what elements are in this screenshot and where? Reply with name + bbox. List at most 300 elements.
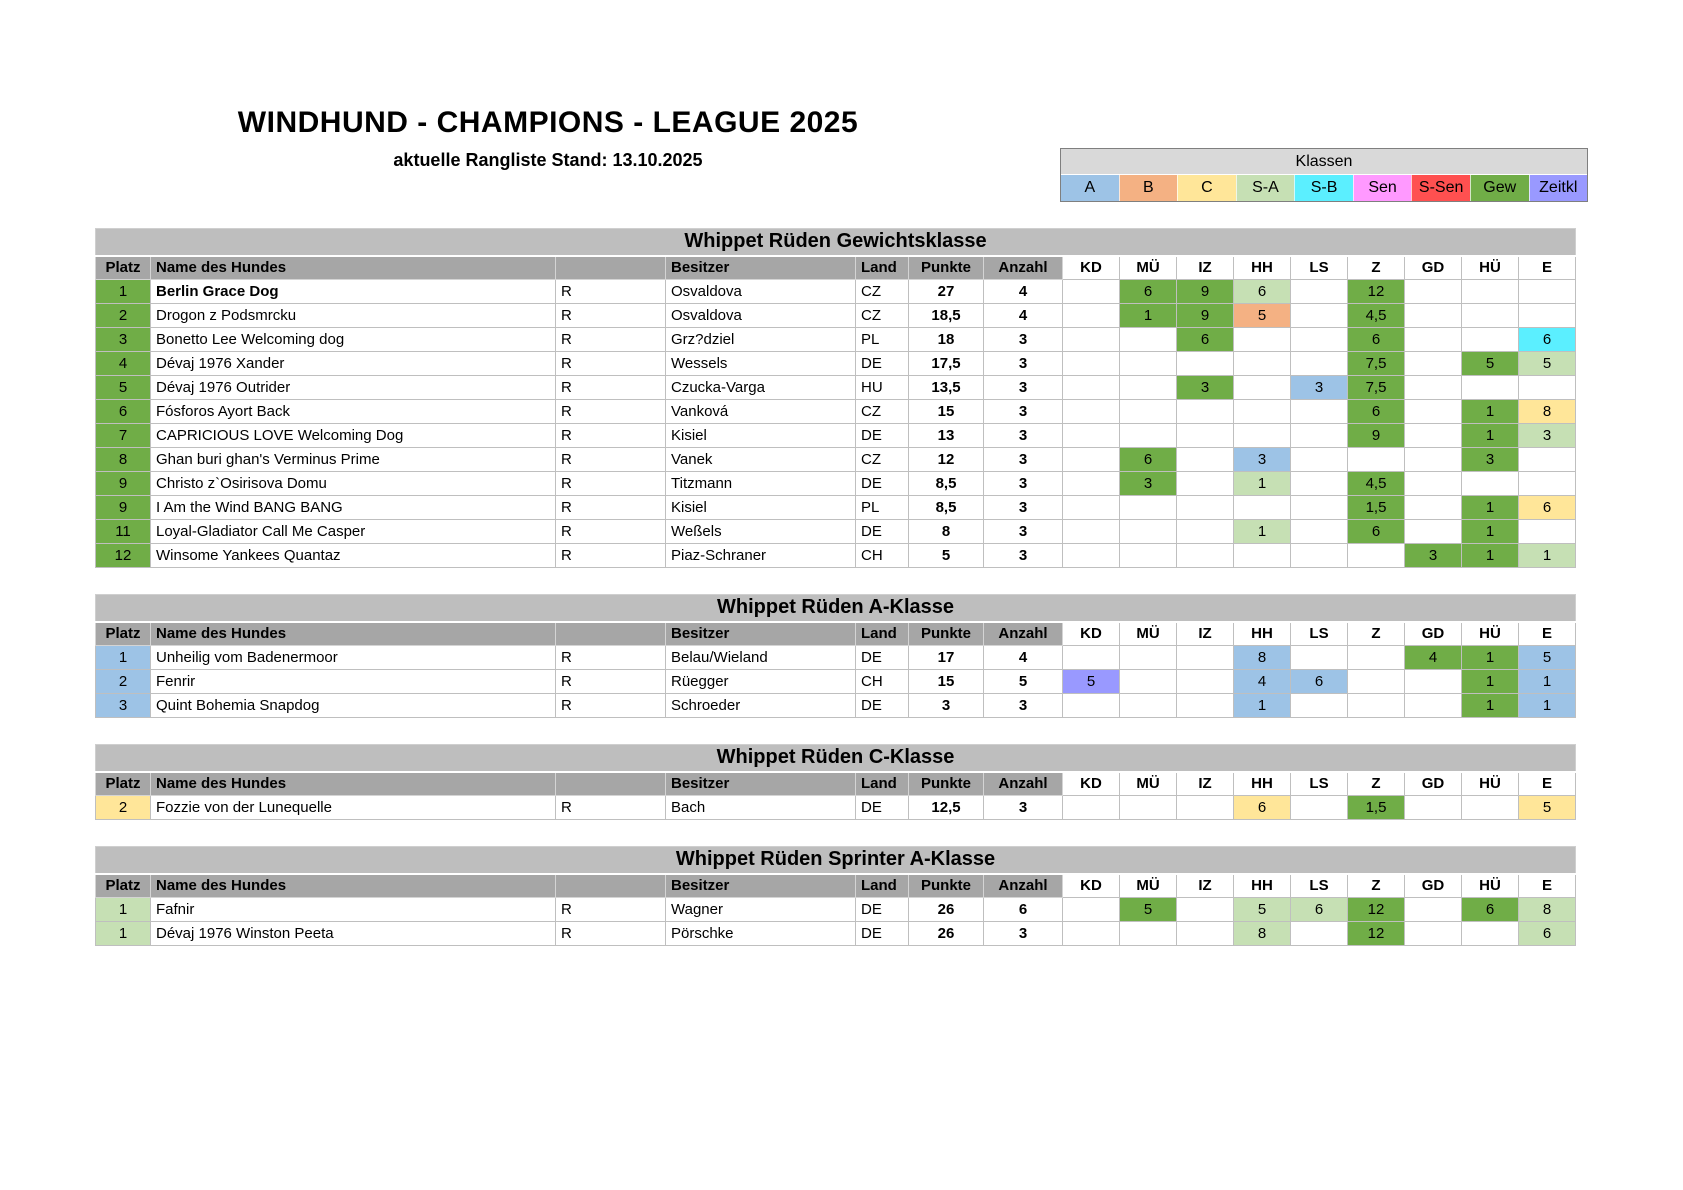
cell-hu: 1 [1462, 520, 1519, 544]
cell-mu [1120, 520, 1177, 544]
cell-ls [1291, 544, 1348, 568]
cell-hh [1234, 328, 1291, 352]
cell-mu [1120, 400, 1177, 424]
column-header-sex [556, 874, 666, 898]
cell-platz: 1 [96, 898, 151, 922]
cell-hh: 3 [1234, 448, 1291, 472]
column-header-z: Z [1348, 256, 1405, 280]
column-header-kd: KD [1063, 622, 1120, 646]
column-header-land: Land [856, 256, 909, 280]
column-header-anzahl: Anzahl [984, 622, 1063, 646]
column-header-ls: LS [1291, 622, 1348, 646]
cell-hu [1462, 328, 1519, 352]
cell-e [1519, 472, 1576, 496]
cell-sex: R [556, 544, 666, 568]
cell-land: HU [856, 376, 909, 400]
cell-anzahl: 3 [984, 694, 1063, 718]
cell-platz: 12 [96, 544, 151, 568]
table-header-row [96, 256, 1576, 280]
cell-gd [1405, 898, 1462, 922]
column-header-platz: Platz [96, 622, 151, 646]
column-header-gd: GD [1405, 874, 1462, 898]
cell-gd [1405, 400, 1462, 424]
cell-sex: R [556, 328, 666, 352]
cell-punkte: 8,5 [909, 472, 984, 496]
table-header-row [96, 622, 1576, 646]
cell-sex: R [556, 352, 666, 376]
cell-z [1348, 670, 1405, 694]
cell-gd [1405, 694, 1462, 718]
legend-class-s-a: S-A [1236, 175, 1295, 201]
column-header-hu: HÜ [1462, 256, 1519, 280]
table-header-row [96, 874, 1576, 898]
cell-besitzer: Wagner [666, 898, 856, 922]
cell-z [1348, 646, 1405, 670]
column-header-z: Z [1348, 772, 1405, 796]
cell-hh: 6 [1234, 796, 1291, 820]
cell-platz: 11 [96, 520, 151, 544]
cell-kd [1063, 922, 1120, 946]
cell-name: Fósforos Ayort Back [151, 400, 556, 424]
cell-sex: R [556, 496, 666, 520]
cell-mu [1120, 352, 1177, 376]
cell-ls [1291, 328, 1348, 352]
cell-hh [1234, 400, 1291, 424]
table-row [96, 280, 1576, 304]
cell-platz: 7 [96, 424, 151, 448]
table-title-row [96, 847, 1576, 874]
cell-besitzer: Vanek [666, 448, 856, 472]
cell-kd [1063, 352, 1120, 376]
cell-land: DE [856, 898, 909, 922]
column-header-name: Name des Hundes [151, 874, 556, 898]
cell-ls: 6 [1291, 898, 1348, 922]
cell-hh [1234, 352, 1291, 376]
cell-besitzer: Rüegger [666, 670, 856, 694]
column-header-kd: KD [1063, 874, 1120, 898]
cell-kd [1063, 496, 1120, 520]
cell-name: Loyal-Gladiator Call Me Casper [151, 520, 556, 544]
cell-name: CAPRICIOUS LOVE Welcoming Dog [151, 424, 556, 448]
column-header-e: E [1519, 772, 1576, 796]
column-header-ls: LS [1291, 772, 1348, 796]
column-header-sex [556, 622, 666, 646]
klassen-legend [1060, 148, 1588, 202]
column-header-hu: HÜ [1462, 622, 1519, 646]
cell-hu [1462, 304, 1519, 328]
cell-z: 7,5 [1348, 376, 1405, 400]
cell-land: CZ [856, 448, 909, 472]
column-header-mu: MÜ [1120, 622, 1177, 646]
column-header-land: Land [856, 772, 909, 796]
cell-z: 6 [1348, 400, 1405, 424]
cell-iz [1177, 796, 1234, 820]
cell-gd [1405, 472, 1462, 496]
cell-platz: 1 [96, 280, 151, 304]
column-header-sex [556, 772, 666, 796]
cell-e [1519, 280, 1576, 304]
cell-anzahl: 3 [984, 352, 1063, 376]
cell-mu: 3 [1120, 472, 1177, 496]
cell-platz: 2 [96, 304, 151, 328]
table-row [96, 796, 1576, 820]
cell-anzahl: 4 [984, 280, 1063, 304]
column-header-punkte: Punkte [909, 874, 984, 898]
cell-iz [1177, 352, 1234, 376]
cell-hh: 5 [1234, 898, 1291, 922]
cell-iz [1177, 400, 1234, 424]
cell-e: 5 [1519, 796, 1576, 820]
cell-platz: 9 [96, 472, 151, 496]
cell-mu [1120, 694, 1177, 718]
cell-hh [1234, 424, 1291, 448]
cell-kd [1063, 796, 1120, 820]
column-header-gd: GD [1405, 622, 1462, 646]
cell-ls [1291, 694, 1348, 718]
cell-kd: 5 [1063, 670, 1120, 694]
cell-mu: 6 [1120, 280, 1177, 304]
cell-name: Drogon z Podsmrcku [151, 304, 556, 328]
cell-punkte: 12 [909, 448, 984, 472]
cell-platz: 3 [96, 694, 151, 718]
cell-anzahl: 4 [984, 646, 1063, 670]
column-header-hh: HH [1234, 622, 1291, 646]
cell-hu [1462, 796, 1519, 820]
column-header-anzahl: Anzahl [984, 772, 1063, 796]
cell-gd [1405, 280, 1462, 304]
cell-besitzer: Grz?dziel [666, 328, 856, 352]
cell-e [1519, 520, 1576, 544]
tables-container [95, 228, 1576, 972]
cell-z: 12 [1348, 280, 1405, 304]
klassen-legend-cells [1061, 175, 1587, 201]
cell-z: 7,5 [1348, 352, 1405, 376]
table-row [96, 472, 1576, 496]
cell-hu: 1 [1462, 646, 1519, 670]
cell-z: 6 [1348, 520, 1405, 544]
column-header-land: Land [856, 622, 909, 646]
cell-iz [1177, 472, 1234, 496]
table-row [96, 352, 1576, 376]
ranking-date: aktuelle Rangliste Stand: 13.10.2025 [393, 150, 703, 170]
column-header-ls: LS [1291, 874, 1348, 898]
cell-iz [1177, 520, 1234, 544]
cell-besitzer: Osvaldova [666, 280, 856, 304]
cell-ls [1291, 424, 1348, 448]
cell-iz [1177, 448, 1234, 472]
cell-name: Christo z`Osirisova Domu [151, 472, 556, 496]
cell-gd [1405, 448, 1462, 472]
cell-platz: 2 [96, 796, 151, 820]
cell-e: 5 [1519, 646, 1576, 670]
column-header-land: Land [856, 874, 909, 898]
cell-hu: 1 [1462, 424, 1519, 448]
table-row [96, 646, 1576, 670]
column-header-mu: MÜ [1120, 874, 1177, 898]
table-title: Whippet Rüden C-Klasse [96, 745, 1576, 772]
cell-name: Dévaj 1976 Xander [151, 352, 556, 376]
cell-hu [1462, 280, 1519, 304]
cell-hu: 1 [1462, 400, 1519, 424]
cell-anzahl: 4 [984, 304, 1063, 328]
cell-besitzer: Schroeder [666, 694, 856, 718]
cell-z [1348, 448, 1405, 472]
column-header-punkte: Punkte [909, 256, 984, 280]
cell-iz [1177, 898, 1234, 922]
cell-ls [1291, 472, 1348, 496]
cell-platz: 2 [96, 670, 151, 694]
column-header-name: Name des Hundes [151, 772, 556, 796]
cell-name: Dévaj 1976 Winston Peeta [151, 922, 556, 946]
cell-gd [1405, 304, 1462, 328]
column-header-gd: GD [1405, 772, 1462, 796]
cell-gd: 3 [1405, 544, 1462, 568]
legend-class-s-b: S-B [1294, 175, 1353, 201]
table-row [96, 922, 1576, 946]
cell-land: DE [856, 424, 909, 448]
cell-sex: R [556, 694, 666, 718]
table-row [96, 544, 1576, 568]
column-header-punkte: Punkte [909, 622, 984, 646]
table-row [96, 448, 1576, 472]
column-header-platz: Platz [96, 874, 151, 898]
cell-sex: R [556, 424, 666, 448]
cell-kd [1063, 328, 1120, 352]
cell-punkte: 17,5 [909, 352, 984, 376]
column-header-iz: IZ [1177, 622, 1234, 646]
cell-punkte: 13,5 [909, 376, 984, 400]
cell-anzahl: 3 [984, 328, 1063, 352]
cell-punkte: 18 [909, 328, 984, 352]
cell-gd [1405, 670, 1462, 694]
cell-mu: 5 [1120, 898, 1177, 922]
cell-e [1519, 448, 1576, 472]
cell-hu: 5 [1462, 352, 1519, 376]
cell-gd [1405, 922, 1462, 946]
cell-kd [1063, 898, 1120, 922]
column-header-anzahl: Anzahl [984, 874, 1063, 898]
cell-punkte: 17 [909, 646, 984, 670]
cell-land: CZ [856, 400, 909, 424]
column-header-mu: MÜ [1120, 256, 1177, 280]
table-title: Whippet Rüden Gewichtsklasse [96, 229, 1576, 256]
table-row [96, 376, 1576, 400]
cell-name: Fafnir [151, 898, 556, 922]
cell-sex: R [556, 670, 666, 694]
cell-punkte: 15 [909, 400, 984, 424]
legend-class-c: C [1177, 175, 1236, 201]
cell-hh [1234, 544, 1291, 568]
cell-punkte: 8,5 [909, 496, 984, 520]
cell-besitzer: Belau/Wieland [666, 646, 856, 670]
cell-e: 1 [1519, 544, 1576, 568]
cell-iz: 3 [1177, 376, 1234, 400]
column-header-besitzer: Besitzer [666, 772, 856, 796]
cell-mu [1120, 496, 1177, 520]
cell-hu [1462, 922, 1519, 946]
cell-platz: 3 [96, 328, 151, 352]
column-header-anzahl: Anzahl [984, 256, 1063, 280]
cell-hh: 1 [1234, 694, 1291, 718]
cell-anzahl: 3 [984, 496, 1063, 520]
cell-hh: 4 [1234, 670, 1291, 694]
cell-name: Unheilig vom Badenermoor [151, 646, 556, 670]
column-header-hu: HÜ [1462, 772, 1519, 796]
cell-ls [1291, 400, 1348, 424]
cell-punkte: 3 [909, 694, 984, 718]
cell-besitzer: Weßels [666, 520, 856, 544]
table-title: Whippet Rüden Sprinter A-Klasse [96, 847, 1576, 874]
column-header-platz: Platz [96, 772, 151, 796]
cell-mu [1120, 670, 1177, 694]
cell-ls [1291, 496, 1348, 520]
column-header-iz: IZ [1177, 772, 1234, 796]
cell-sex: R [556, 796, 666, 820]
cell-z: 4,5 [1348, 304, 1405, 328]
cell-ls [1291, 922, 1348, 946]
cell-ls: 6 [1291, 670, 1348, 694]
cell-hu: 1 [1462, 496, 1519, 520]
column-header-name: Name des Hundes [151, 256, 556, 280]
cell-sex: R [556, 922, 666, 946]
cell-kd [1063, 694, 1120, 718]
cell-land: DE [856, 694, 909, 718]
cell-z: 12 [1348, 922, 1405, 946]
cell-land: CZ [856, 304, 909, 328]
cell-e: 6 [1519, 496, 1576, 520]
cell-sex: R [556, 304, 666, 328]
cell-punkte: 26 [909, 898, 984, 922]
cell-iz [1177, 424, 1234, 448]
cell-ls [1291, 280, 1348, 304]
cell-land: DE [856, 520, 909, 544]
cell-ls: 3 [1291, 376, 1348, 400]
cell-hh: 1 [1234, 472, 1291, 496]
cell-besitzer: Osvaldova [666, 304, 856, 328]
cell-platz: 9 [96, 496, 151, 520]
cell-gd [1405, 496, 1462, 520]
cell-platz: 6 [96, 400, 151, 424]
cell-z: 4,5 [1348, 472, 1405, 496]
cell-land: DE [856, 352, 909, 376]
cell-ls [1291, 352, 1348, 376]
cell-z: 6 [1348, 328, 1405, 352]
cell-hh [1234, 496, 1291, 520]
cell-kd [1063, 280, 1120, 304]
cell-name: Fozzie von der Lunequelle [151, 796, 556, 820]
cell-anzahl: 3 [984, 424, 1063, 448]
cell-kd [1063, 304, 1120, 328]
cell-besitzer: Kisiel [666, 424, 856, 448]
cell-gd: 4 [1405, 646, 1462, 670]
cell-z [1348, 694, 1405, 718]
cell-anzahl: 3 [984, 544, 1063, 568]
cell-punkte: 5 [909, 544, 984, 568]
cell-e [1519, 304, 1576, 328]
cell-land: CH [856, 670, 909, 694]
column-header-name: Name des Hundes [151, 622, 556, 646]
legend-class-b: B [1119, 175, 1178, 201]
cell-name: Berlin Grace Dog [151, 280, 556, 304]
cell-name: I Am the Wind BANG BANG [151, 496, 556, 520]
cell-gd [1405, 520, 1462, 544]
cell-name: Quint Bohemia Snapdog [151, 694, 556, 718]
cell-hu [1462, 376, 1519, 400]
cell-platz: 1 [96, 922, 151, 946]
cell-anzahl: 5 [984, 670, 1063, 694]
cell-mu [1120, 922, 1177, 946]
page-title: WINDHUND - CHAMPIONS - LEAGUE 2025 [237, 106, 859, 139]
cell-gd [1405, 376, 1462, 400]
cell-land: DE [856, 472, 909, 496]
cell-mu: 6 [1120, 448, 1177, 472]
cell-besitzer: Kisiel [666, 496, 856, 520]
legend-class-gew: Gew [1470, 175, 1529, 201]
cell-hh: 1 [1234, 520, 1291, 544]
cell-land: CH [856, 544, 909, 568]
column-header-z: Z [1348, 874, 1405, 898]
cell-iz: 9 [1177, 304, 1234, 328]
cell-iz [1177, 694, 1234, 718]
table-title-row [96, 229, 1576, 256]
table-header-row [96, 772, 1576, 796]
cell-hu: 3 [1462, 448, 1519, 472]
cell-gd [1405, 328, 1462, 352]
column-header-e: E [1519, 874, 1576, 898]
column-header-hh: HH [1234, 256, 1291, 280]
cell-besitzer: Titzmann [666, 472, 856, 496]
title-block [228, 106, 868, 171]
cell-land: DE [856, 646, 909, 670]
table-row [96, 328, 1576, 352]
cell-land: PL [856, 328, 909, 352]
cell-e: 1 [1519, 670, 1576, 694]
cell-kd [1063, 448, 1120, 472]
table-title-row [96, 745, 1576, 772]
cell-besitzer: Wessels [666, 352, 856, 376]
column-header-hu: HÜ [1462, 874, 1519, 898]
cell-kd [1063, 376, 1120, 400]
cell-e: 5 [1519, 352, 1576, 376]
cell-z: 9 [1348, 424, 1405, 448]
cell-sex: R [556, 472, 666, 496]
table-row [96, 670, 1576, 694]
cell-sex: R [556, 898, 666, 922]
cell-kd [1063, 646, 1120, 670]
cell-ls [1291, 646, 1348, 670]
column-header-besitzer: Besitzer [666, 874, 856, 898]
column-header-e: E [1519, 622, 1576, 646]
cell-iz [1177, 646, 1234, 670]
cell-anzahl: 3 [984, 520, 1063, 544]
cell-platz: 5 [96, 376, 151, 400]
cell-iz [1177, 544, 1234, 568]
table-title: Whippet Rüden A-Klasse [96, 595, 1576, 622]
cell-z: 1,5 [1348, 796, 1405, 820]
cell-hh: 8 [1234, 922, 1291, 946]
table-row [96, 520, 1576, 544]
cell-hh [1234, 376, 1291, 400]
cell-iz [1177, 496, 1234, 520]
cell-e: 3 [1519, 424, 1576, 448]
cell-land: PL [856, 496, 909, 520]
column-header-iz: IZ [1177, 874, 1234, 898]
cell-land: DE [856, 922, 909, 946]
cell-anzahl: 3 [984, 796, 1063, 820]
cell-iz: 9 [1177, 280, 1234, 304]
cell-anzahl: 3 [984, 922, 1063, 946]
cell-besitzer: Piaz-Schraner [666, 544, 856, 568]
